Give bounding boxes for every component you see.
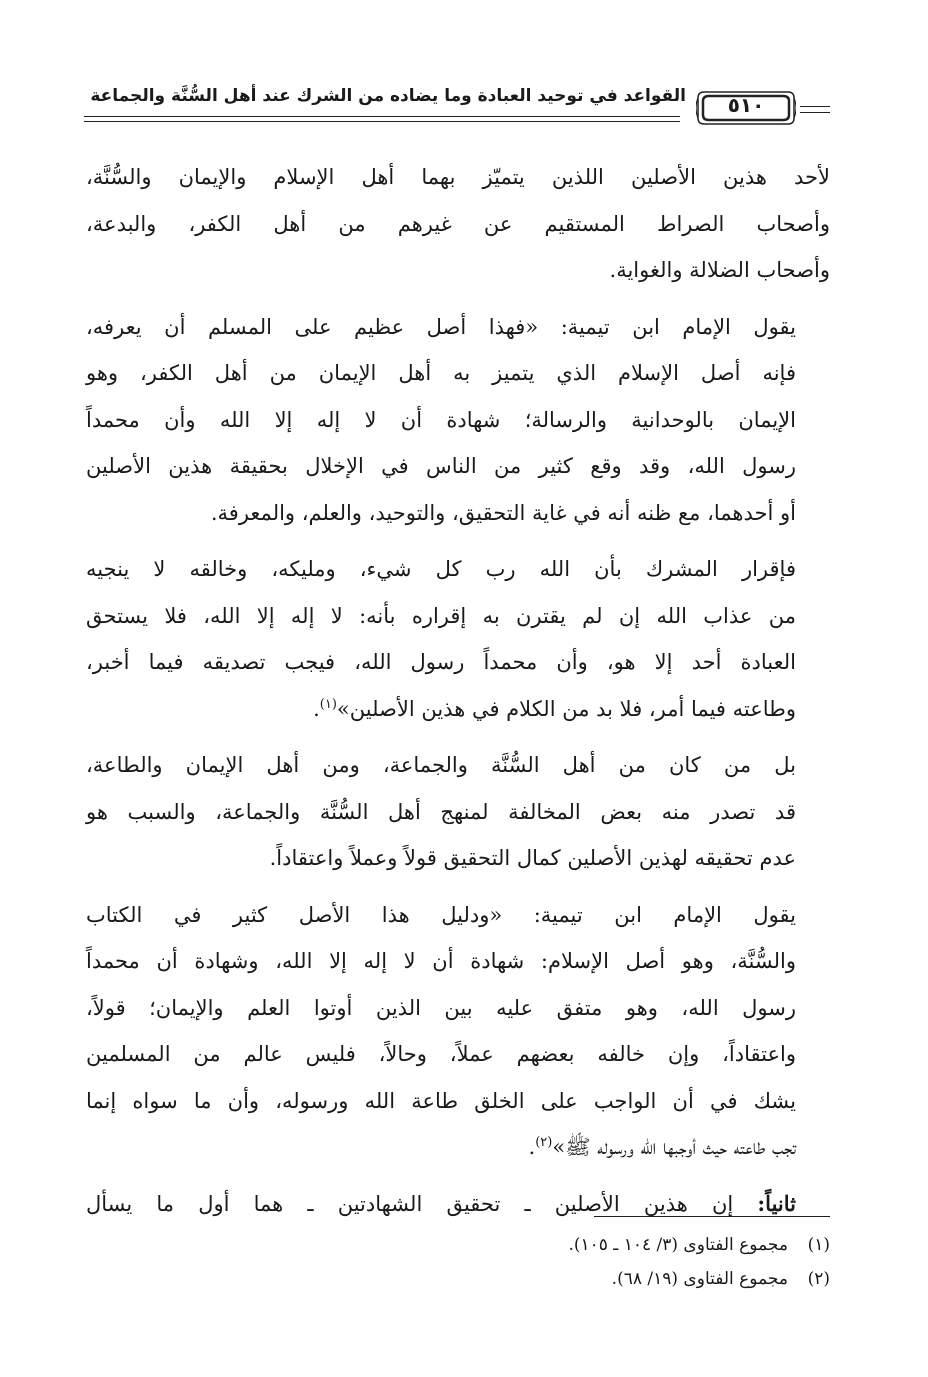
- text-line: رسول الله، وهو متفق عليه بين الذين أوتوا العلم والإيمان؛ قولاً،: [86, 995, 796, 1020]
- paragraph: [86, 304, 830, 537]
- footnote-text: مجموع الفتاوى (٣/ ١٠٤ ـ ١٠٥).: [568, 1235, 788, 1255]
- text-line: فإقرار المشرك بأن الله رب كل شيء، ومليكه، وخالقه لا ينجيه: [86, 557, 796, 581]
- text-line: وأصحاب الضلالة والغواية.: [609, 258, 830, 282]
- text-line: [86, 1181, 830, 1228]
- page-number: ٥١٠: [727, 93, 765, 117]
- text-line-content: إن هذين الأصلين ـ تحقيق الشهادتين ـ هما أول ما يسأل: [86, 1191, 734, 1216]
- footnote-ref[interactable]: (٢): [535, 1135, 553, 1150]
- sentence-end: .: [528, 1135, 536, 1159]
- paragraph: [86, 892, 830, 1171]
- text-line: الإيمان بالوحدانية والرسالة؛ شهادة أن لا إله إلا الله وأن محمداً: [86, 407, 796, 432]
- quote-end-text: وطاعته فيما أمر، فلا بد من الكلام في هذين الأصلين»: [336, 696, 796, 721]
- text-line: العبادة أحد إلا هو، وأن محمداً رسول الله، فيجب تصديقه فيما أخبر،: [86, 650, 796, 674]
- footnote: [86, 1262, 830, 1296]
- text-line: واعتقاداً، وإن خالفه بعضهم عملاً، وحالاً، فليس عالم من المسلمين: [86, 1042, 796, 1066]
- text-line: يقول الإمام ابن تيمية: «فهذا أصل عظيم على المسلم أن يعرفه،: [86, 314, 796, 339]
- footnote-ref[interactable]: (١): [319, 696, 337, 712]
- paragraph: [86, 546, 830, 732]
- main-text: [86, 154, 830, 1237]
- header-rule: [84, 116, 680, 117]
- paragraph: [86, 154, 830, 294]
- text-line: بل من كان من أهل السُّنَّة والجماعة، ومن أهل الإيمان والطاعة،: [86, 753, 796, 777]
- footnote: [86, 1228, 830, 1262]
- paragraph: [86, 1181, 830, 1228]
- running-title: القواعد في توحيد العبادة وما يضاده من الشرك عند أهل السُّنَّة والجماعة: [90, 86, 686, 106]
- page-number-frame: [696, 88, 796, 128]
- text-line: من عذاب الله إن لم يقترن به إقراره بأنه: لا إله إلا الله، فلا يستحق: [86, 603, 796, 628]
- quote-end-text: تجب طاعته حيث أوجبها الله ورسوله ﷺ»: [552, 1135, 796, 1159]
- header-rule: [84, 121, 680, 122]
- text-line: يقول الإمام ابن تيمية: «ودليل هذا الأصل كثير في الكتاب: [86, 902, 796, 927]
- text-line: [86, 686, 830, 733]
- text-line: قد تصدر منه بعض المخالفة لمنهج أهل السُّنَّة والجماعة، والسبب هو: [86, 799, 796, 824]
- text-line: يشك في أن الواجب على الخلق طاعة الله ورسوله، وأن ما سواه إنما: [86, 1088, 796, 1113]
- text-line: أو أحدهما، مع ظنه أنه في غاية التحقيق، والتوحيد، والعلم، والمعرفة.: [210, 500, 796, 525]
- text-line: عدم تحقيقه لهذين الأصلين كمال التحقيق قولاً وعملاً واعتقاداً.: [269, 846, 796, 870]
- paragraph: [86, 742, 830, 882]
- text-line: لأحد هذين الأصلين اللذين يتميّز بهما أهل الإسلام والإيمان والسُّنَّة،: [86, 165, 830, 189]
- footnote-number: (٢): [807, 1269, 830, 1289]
- header-rule: [800, 106, 830, 107]
- footnote-text: مجموع الفتاوى (١٩/ ٦٨).: [611, 1269, 788, 1289]
- header-rule: [800, 112, 830, 113]
- footnotes: [86, 1228, 830, 1296]
- sentence-end: .: [313, 696, 320, 721]
- text-line: فإنه أصل الإسلام الذي يتميز به أهل الإيمان من أهل الكفر، وهو: [86, 361, 796, 385]
- text-line: رسول الله، وقد وقع كثير من الناس في الإخلال بحقيقة هذين الأصلين: [86, 454, 796, 478]
- page-header: [84, 80, 830, 132]
- section-lead: ثانياً:: [757, 1190, 796, 1216]
- text-line: وأصحاب الصراط المستقيم عن غيرهم من أهل الكفر، والبدعة،: [86, 211, 830, 236]
- text-line: والسُّنَّة، وهو أصل الإسلام: شهادة أن لا إله إلا الله، وشهادة أن محمداً: [86, 949, 796, 973]
- text-line: [86, 1124, 830, 1171]
- footnote-separator: [594, 1216, 830, 1217]
- footnote-number: (١): [807, 1235, 830, 1255]
